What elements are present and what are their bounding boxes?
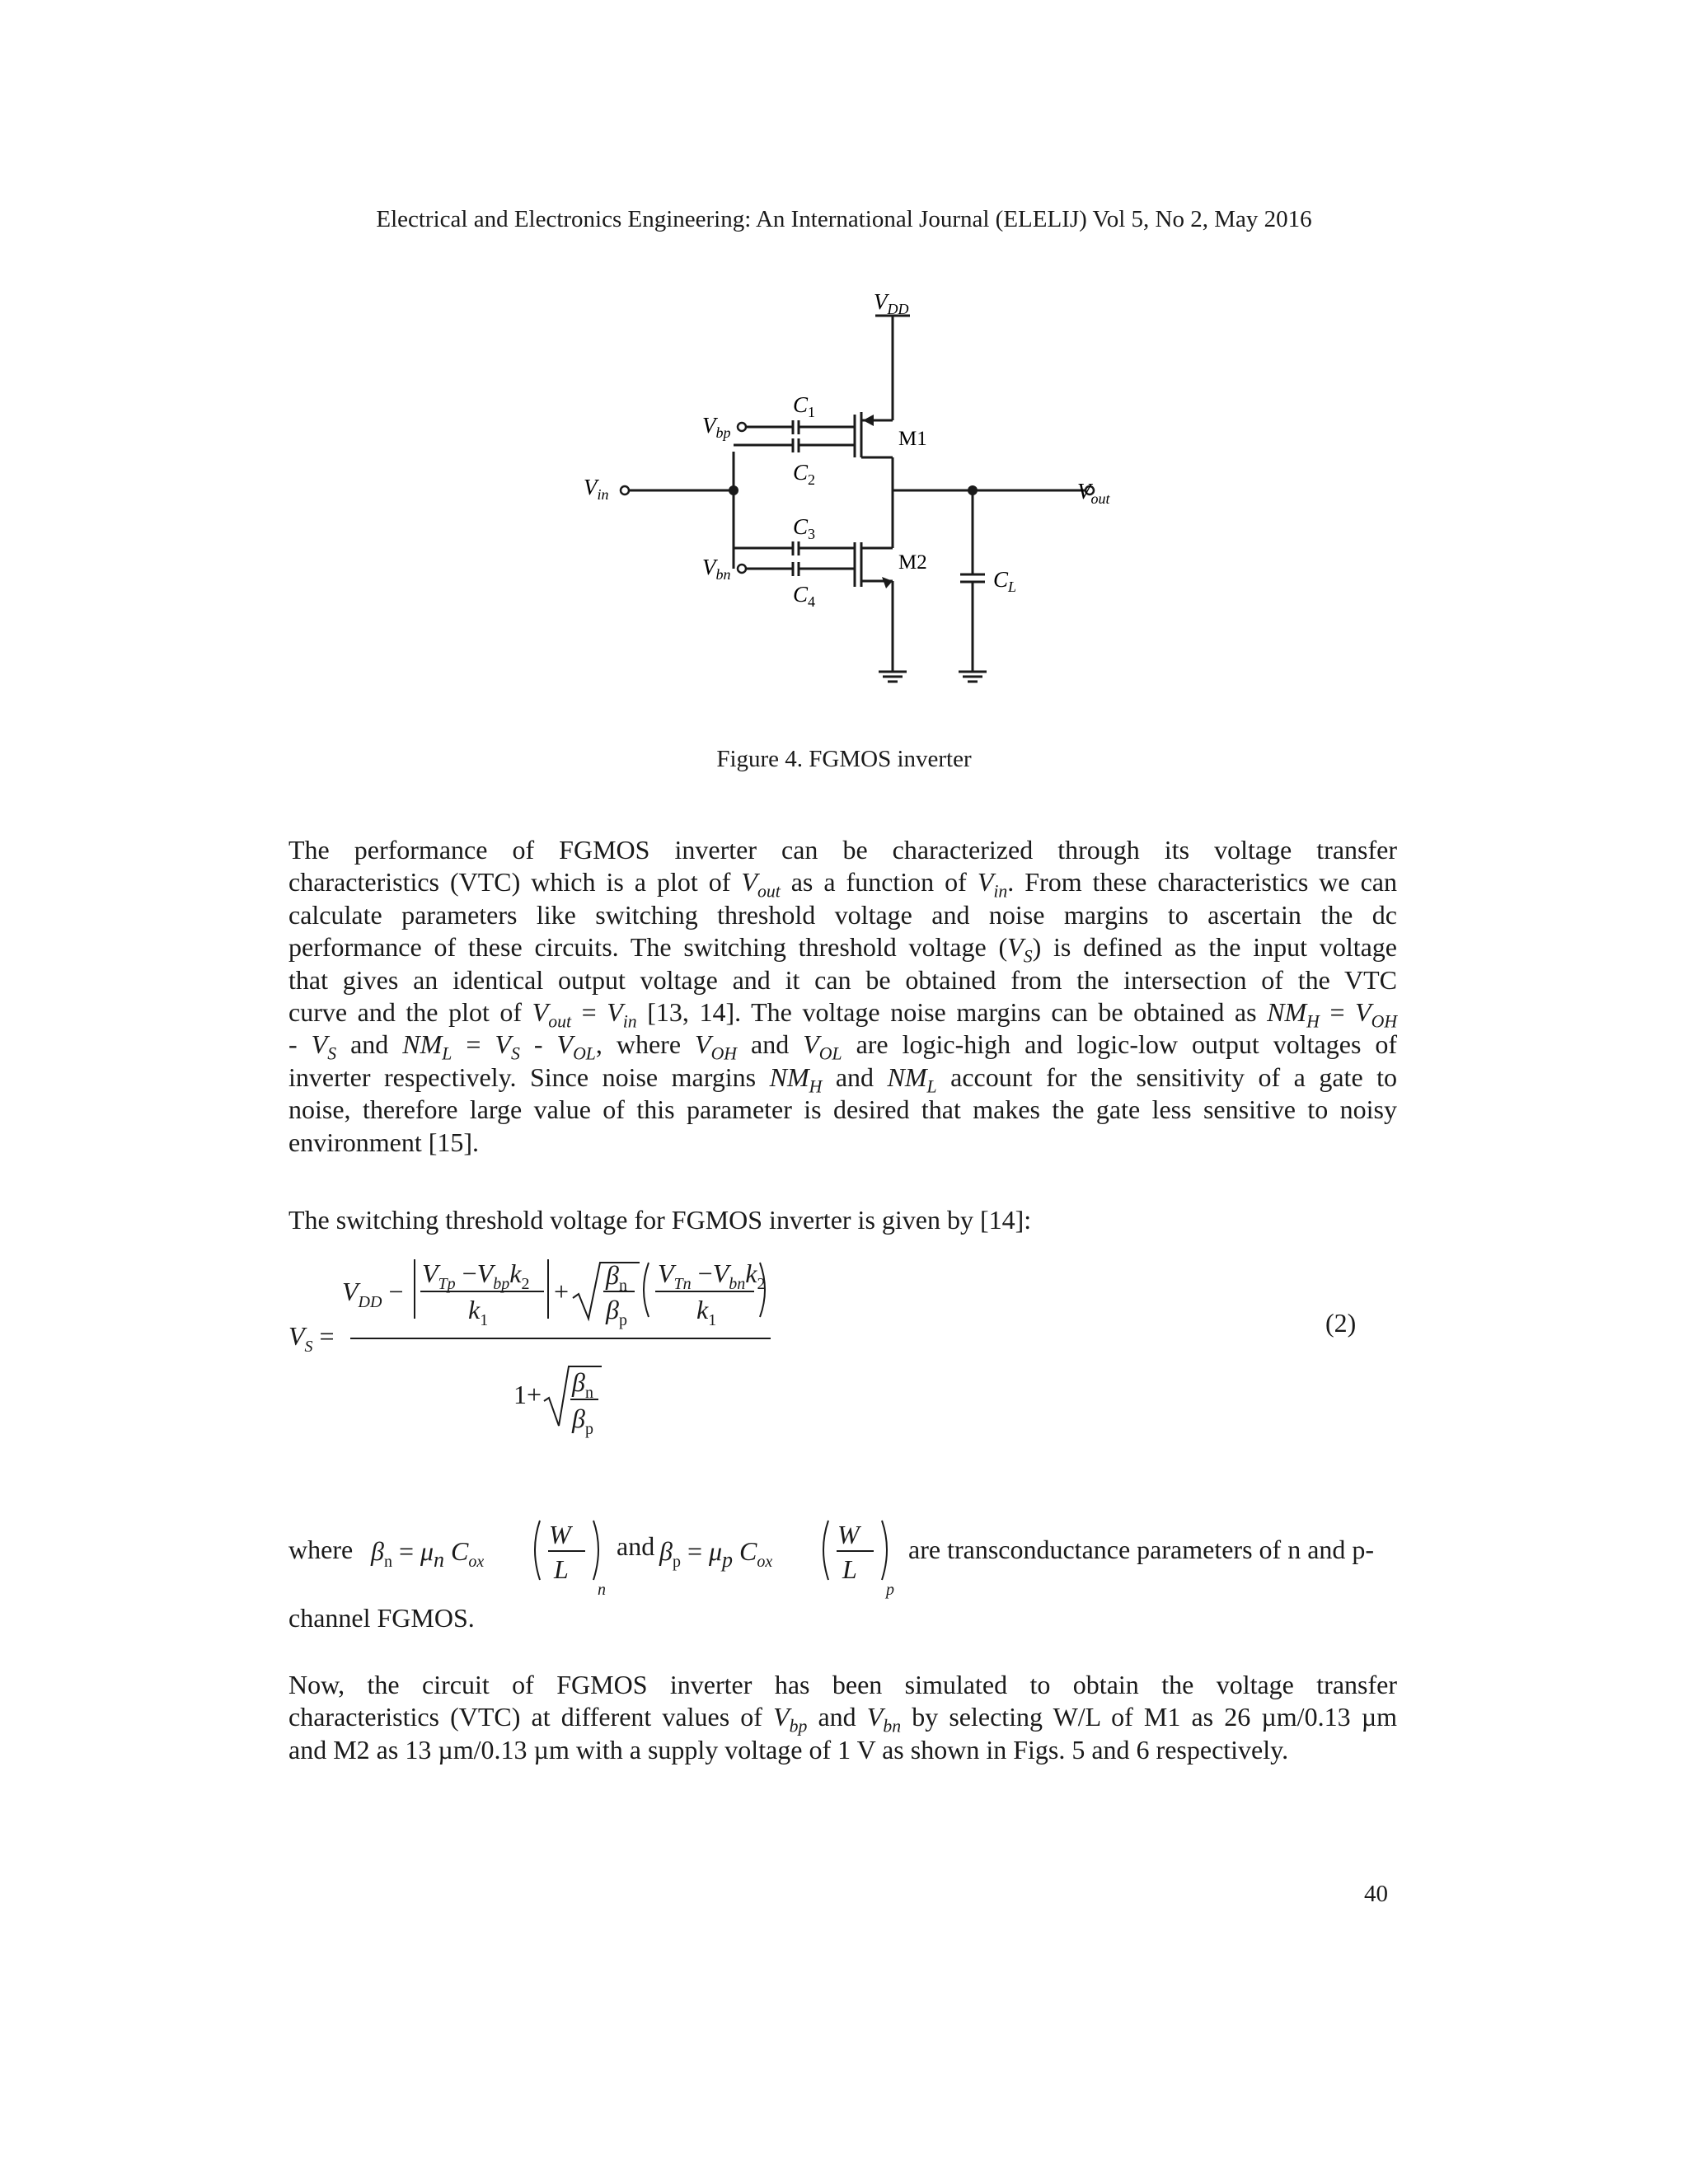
vbp-label: $V_{bp}$ — [702, 413, 731, 441]
svg-text:βn: $\beta_n$ — [606, 1260, 627, 1295]
svg-text:and: and — [617, 1531, 655, 1561]
para1-line8: inverter respectively. Since noise margins $NM_H$ and $NM_L$ account for the sensitivity of a gate to — [288, 1062, 1398, 1097]
para1-line6: curve and the plot of $V_{out} = V_{in}$ [13, 14]. The voltage noise margins can be obtained as $NM_H = V_{OH}$ — [288, 996, 1398, 1032]
c4-label: $C_4$ — [793, 582, 816, 610]
para1-line9: noise, therefore large value of this parameter is desired that makes the gate less sensitive to noisy — [288, 1094, 1397, 1125]
svg-text:L: L — [554, 1554, 569, 1584]
svg-text:n: n — [598, 1581, 606, 1599]
para1-line10: environment [15]. — [288, 1127, 480, 1157]
svg-text:1+: 1+ — [513, 1380, 542, 1409]
vin-label: $V_{in}$ — [584, 475, 609, 503]
para3-line1: Now, the circuit of FGMOS inverter has been simulated to obtain the voltage transfer — [288, 1670, 1397, 1699]
paragraph-vtc — [288, 834, 1397, 1159]
paragraph-threshold-intro: The switching threshold voltage for FGMOS inverter is given by [14]: — [288, 1205, 1032, 1235]
vout-label: $V_{out}$ — [1077, 479, 1110, 507]
svg-text:VTn −Vbnk2: $V_{Tn} -V_{bn}k_2$ — [658, 1258, 766, 1293]
svg-text:+: + — [554, 1277, 570, 1306]
para3-line3: and M2 as 13 µm/0.13 µm with a supply voltage of 1 V as shown in Figs. 5 and 6 respectively. — [288, 1734, 1289, 1765]
journal-header: Electrical and Electronics Engineering: An International Journal (ELELIJ) Vol 5, No 2, May 2016 — [376, 206, 1312, 232]
svg-text:W: W — [549, 1520, 571, 1549]
svg-text:βn = μn Cox: $\beta_n = \mu_n$ $C_{ox}$ — [371, 1536, 485, 1572]
page-number: 40 — [1364, 1881, 1388, 1907]
figure-caption: Figure 4. FGMOS inverter — [716, 746, 972, 772]
vdd-label: $V_{DD}$ — [874, 289, 909, 317]
m2-label: M2 — [898, 551, 927, 574]
equation-number: (2) — [1325, 1308, 1357, 1338]
svg-text:βn: $\beta_n$ — [572, 1367, 593, 1402]
para1-line3: calculate parameters like switching threshold voltage and noise margins to ascertain the dc — [288, 899, 1397, 930]
fgmos-inverter-schematic — [0, 0, 1688, 742]
svg-text:βp: $\beta_p$ — [572, 1404, 593, 1438]
cl-label: $C_L$ — [993, 567, 1017, 595]
svg-text:p: p — [886, 1581, 894, 1599]
svg-text:βp: $\beta_p$ — [606, 1295, 627, 1329]
where-line-continued: channel FGMOS. — [288, 1603, 475, 1633]
svg-text:βp = μp Cox: $\beta_p = \mu_p$ $C_{ox}$ — [659, 1536, 773, 1572]
svg-text:VDD −: $V_{DD}$ − — [342, 1277, 404, 1311]
para1-line4: performance of these circuits. The switching threshold voltage $(V_S)$ is defined as the input voltage — [288, 932, 1398, 967]
beta-definitions — [363, 1512, 898, 1603]
svg-text:k1: $k_1$ — [696, 1295, 717, 1329]
c2-label: $C_2$ — [793, 460, 816, 488]
svg-text:VS =: $V_S$ = — [288, 1321, 335, 1356]
para1-line7: - $V_S$ and $NM_L = V_S - V_{OL}$, where $V_{OH}$ and $V_{OL}$ are logic-high and logic-low output voltages of — [288, 1029, 1398, 1064]
equation-switching-threshold — [280, 1253, 808, 1438]
c3-label: $C_3$ — [793, 514, 816, 542]
m1-label: M1 — [898, 428, 927, 450]
para1-line2: characteristics (VTC) which is a plot of $V_{out}$ as a function of $V_{in}$. From these characteristics we can — [288, 867, 1398, 902]
svg-text:VTp −Vbpk2: $V_{Tp} -V_{bp}k_2$ — [422, 1258, 530, 1293]
c1-label: $C_1$ — [793, 392, 816, 420]
paragraph-simulation — [288, 1669, 1397, 1766]
svg-text:k1: $k_1$ — [468, 1295, 489, 1329]
svg-text:L: L — [842, 1554, 857, 1584]
para3-line2: characteristics (VTC) at different values of $V_{bp}$ and $V_{bn}$ by selecting W/L of M1 as 26 µm/0.13 µm — [288, 1702, 1398, 1736]
vbn-label: $V_{bn}$ — [702, 555, 731, 583]
para1-line1: The performance of FGMOS inverter can be characterized through its voltage transfer — [288, 835, 1397, 865]
where-line-tail: are transconductance parameters of n and p- — [908, 1535, 1375, 1564]
para1-line5: that gives an identical output voltage and it can be obtained from the intersection of the VTC — [288, 964, 1397, 995]
where-word: where — [288, 1535, 354, 1564]
svg-text:W: W — [837, 1520, 860, 1549]
